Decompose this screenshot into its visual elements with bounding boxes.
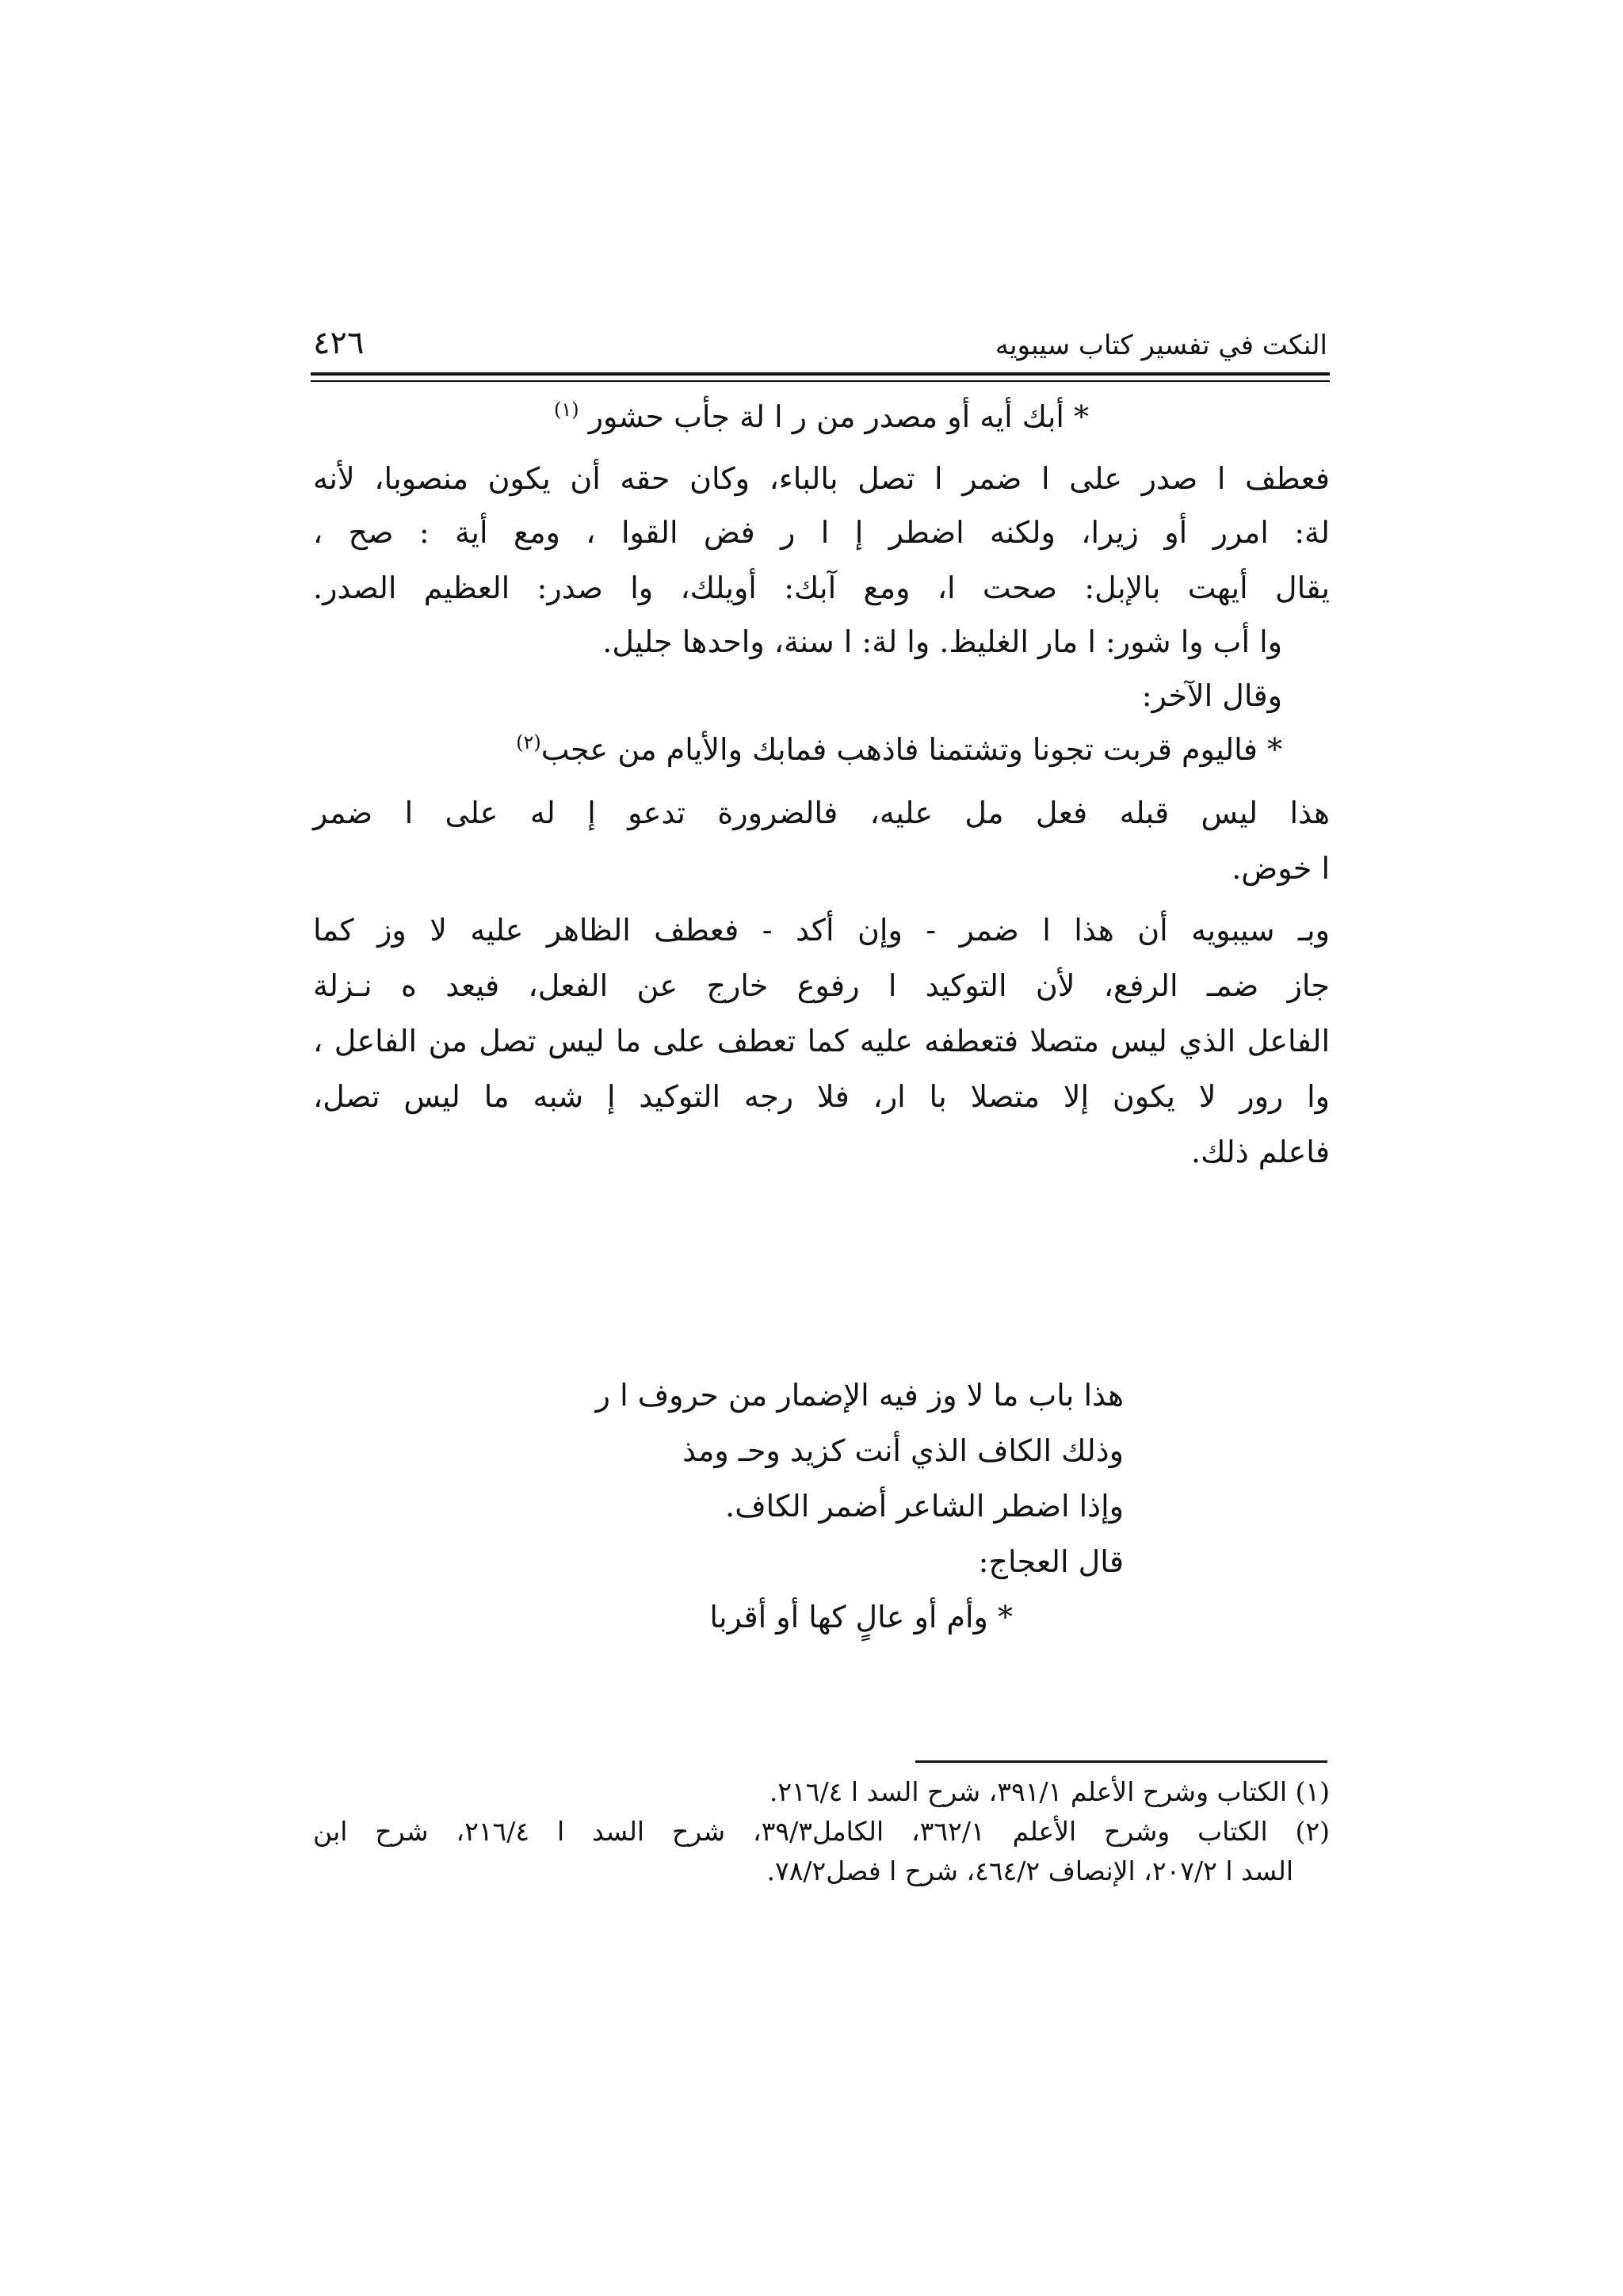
footnote-separator <box>915 1760 1327 1763</box>
header-rule-thin <box>311 380 1330 382</box>
verse-line-1 <box>313 396 1330 437</box>
footnote-1: (١) الكتاب وشرح الأعلم ٣٩١/١، شرح السد ا ٢١٦/٤. <box>769 1776 1330 1807</box>
section-line-4: قال العجاج: <box>978 1544 1124 1579</box>
section-line-3: وإذا اضطر الشاعر أضمر الكاف. <box>725 1489 1124 1524</box>
verse-text: * أبك أيه أو مصدر من ر ا لة جأب حشور <box>588 399 1090 434</box>
body-line-12: الفاعل الذي ليس متصلا فتعطفه عليه كما تعطف على ما ليس تصل من الفاعل ، <box>313 1024 1330 1058</box>
footnote-marker-2: (٢) <box>516 731 541 753</box>
body-line-2: فعطف ا صدر على ا ضمر ا تصل بالباء، وكان حقه أن يكون منصوبا، لأنه <box>313 461 1330 496</box>
running-title: النكت في تفسير كتاب سيبويه <box>995 330 1327 361</box>
body-line-3: لة: امرر أو زيرا، ولكنه اضطر إ ا ر فض القوا ، ومع أية : صح ، <box>313 515 1330 550</box>
body-line-13: وا رور لا يكون إلا متصلا با ار، فلا رجه التوكيد إ شبه ما ليس تصل، <box>313 1079 1330 1114</box>
body-line-6: وقال الآخر: <box>1141 678 1282 713</box>
body-line-9: ا خوض. <box>1232 851 1330 886</box>
page-number: ٤٢٦ <box>313 325 365 361</box>
section-verse: * وأم أو عالٍ كها أو أقربا <box>709 1600 1013 1634</box>
body-line-4: يقال أيهت بالإبل: صحت ا، ومع آبك: أويلك، وا صدر: العظيم الصدر. <box>313 570 1330 605</box>
footnote-marker-1: (١) <box>553 399 579 421</box>
body-line-8: هذا ليس قبله فعل مل عليه، فالضرورة تدعو إ له على ا ضمر <box>313 795 1330 830</box>
footnote-2-cont: السد ا ٢٠٧/٢، الإنصاف ٤٦٤/٢، شرح ا فصل٧٨/٢. <box>766 1855 1293 1886</box>
body-line-10: وبـ سيبويه أن هذا ا ضمر - وإن أكد - فعطف الظاهر عليه لا وز كما <box>313 913 1330 948</box>
page-header <box>313 325 1327 372</box>
section-line-2: وذلك الكاف الذي أنت كزيد وحـ ومذ <box>682 1433 1124 1468</box>
body-line-11: جاز ضمـ الرفع، لأن التوكيد ا رفوع خارج عن الفعل، فيعد ه نـزلة <box>313 968 1330 1003</box>
verse-text: * فاليوم قربت تجونا وتشتمنا فاذهب فمابك والأيام من عجب <box>540 732 1282 767</box>
verse-line-2 <box>313 729 1330 770</box>
header-rule-thick <box>311 372 1330 376</box>
section-title: هذا باب ما لا وز فيه الإضمار من حروف ا ر <box>595 1378 1124 1413</box>
body-line-5: وا أب وا شور: ا مار الغليظ. وا لة: ا سنة، واحدها جليل. <box>602 624 1282 659</box>
footnote-2: (٢) الكتاب وشرح الأعلم ٣٦٢/١، الكامل٣٩/٣، شرح السد ا ٢١٦/٤، شرح ابن <box>313 1816 1330 1847</box>
body-line-14: فاعلم ذلك. <box>1191 1135 1330 1169</box>
